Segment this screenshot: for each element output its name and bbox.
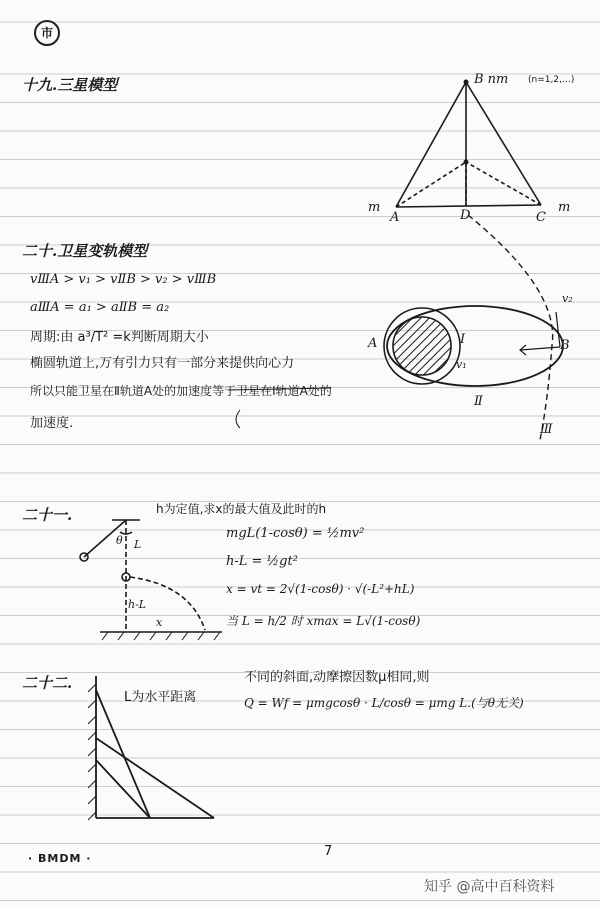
- star-b-dot: [464, 80, 469, 85]
- sec20-accel-note: 所以只能卫星在Ⅱ轨道A处的加速度等于卫星在Ⅰ轨道A处的: [30, 384, 332, 398]
- sec20-acceleration-relation: aⅢA = a₁ > aⅡB = a₂: [30, 300, 170, 315]
- brand-mark: · BMDM ·: [28, 852, 92, 865]
- pendulum-theta: θ: [116, 534, 123, 547]
- sec22-note: L为水平距离: [124, 690, 197, 705]
- center-dot: [464, 160, 469, 165]
- section-20-title: 二十.卫星变轨模型: [22, 242, 148, 260]
- ink-scribble: [236, 410, 240, 428]
- sec21-max-eq: 当 L = h/2 时 xmax = L√(1-cosθ): [226, 614, 421, 628]
- section-22-title: 二十二.: [22, 674, 73, 692]
- orbit-label-a: A: [368, 336, 378, 351]
- orbit-label-v2: v₂: [562, 292, 573, 305]
- pendulum-length: L: [134, 538, 142, 551]
- label-left-mass: m: [368, 200, 381, 215]
- orbit-label-ii: Ⅱ: [474, 394, 483, 409]
- orbit-label-b: B: [560, 338, 570, 353]
- watermark: 知乎 @高中百科资料: [424, 879, 555, 895]
- pendulum-height: h-L: [128, 598, 147, 611]
- planet: [393, 317, 451, 375]
- three-star-triangle: [396, 82, 541, 207]
- label-point-a: A: [390, 210, 400, 225]
- orbit-label-iii: Ⅲ: [540, 422, 553, 437]
- sec21-range-eq: x = vt = 2√(1-cosθ) · √(-L²+hL): [226, 582, 415, 596]
- sec20-velocity-relation: vⅢA > v₁ > vⅡB > v₂ > vⅢB: [30, 272, 217, 287]
- sec22-heat-eq: Q = Wf = μmgcosθ · L/cosθ = μmg L.(与θ无关): [244, 696, 524, 710]
- page-number: 7: [324, 844, 333, 859]
- label-right-mass: m: [558, 200, 571, 215]
- orbit-label-i: I: [460, 332, 466, 347]
- pendulum-range: x: [156, 616, 163, 629]
- label-b-nm: B nm: [474, 72, 509, 87]
- ground-hatch: [102, 632, 220, 640]
- label-point-c: C: [536, 210, 546, 225]
- sec20-period-rule: 周期:由 a³/T² =k判断周期大小: [30, 330, 209, 345]
- sec20-accel-note-end: 加速度.: [30, 416, 74, 431]
- sec21-condition: h为定值,求x的最大值及此时的h: [156, 502, 327, 516]
- sec20-ellipse-note: 椭圆轨道上,万有引力只有一部分来提供向心力: [30, 356, 295, 371]
- sec21-fall-eq: h-L = ½gt²: [226, 554, 298, 569]
- wall-hatch: [88, 684, 96, 820]
- sec22-condition: 不同的斜面,动摩擦因数μ相同,则: [244, 670, 430, 685]
- seal-stamp: 市: [34, 20, 60, 46]
- label-point-d: D: [460, 208, 471, 223]
- pendulum-diagram: [80, 520, 222, 632]
- orbit-label-v1: v₁: [456, 358, 467, 371]
- section-19-title: 十九.三星模型: [22, 76, 118, 94]
- section-21-title: 二十一.: [22, 506, 73, 524]
- label-n-range: (n=1,2,…): [528, 75, 575, 85]
- sec21-energy-eq: mgL(1-cosθ) = ½mv²: [226, 526, 365, 541]
